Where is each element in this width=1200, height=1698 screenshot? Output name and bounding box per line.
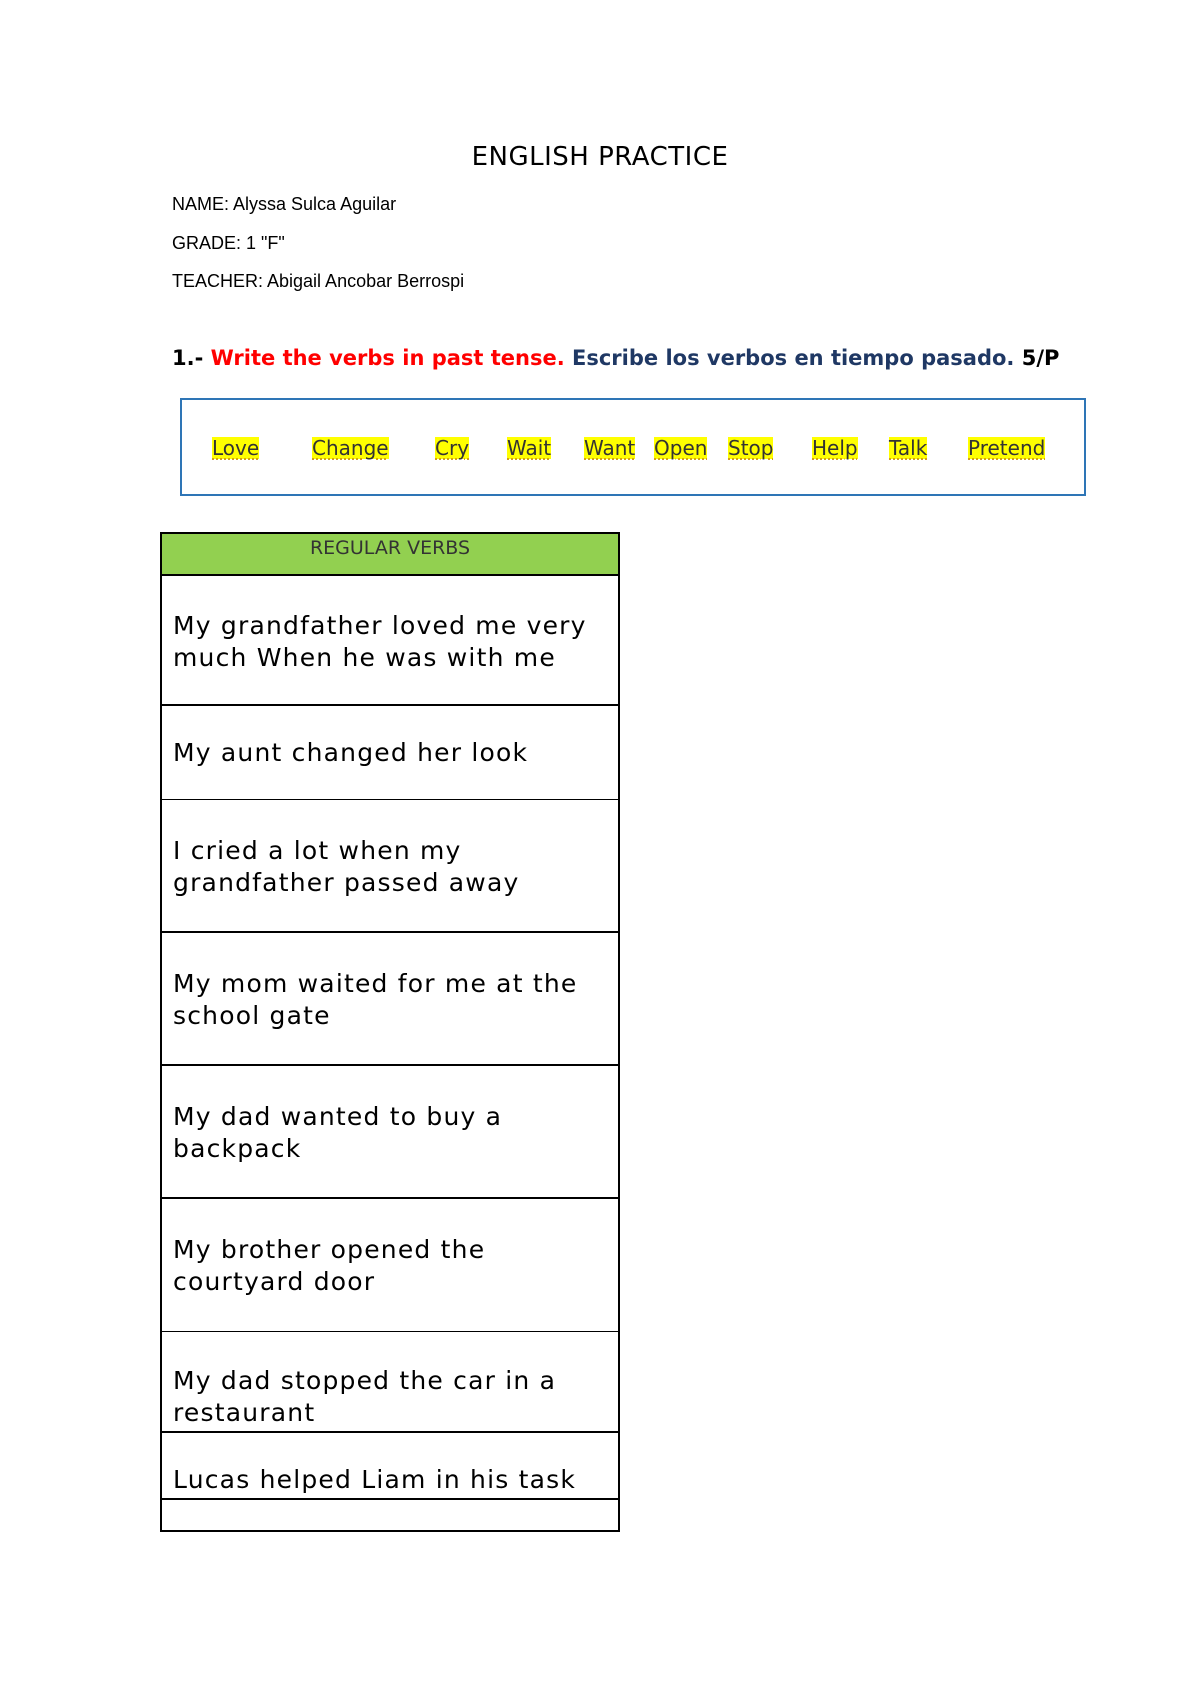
verb-open: Open [654, 436, 708, 460]
verb-pretend: Pretend [968, 436, 1046, 460]
row-sentence: My aunt changed her look [173, 738, 529, 767]
table-row [162, 1066, 618, 1199]
table-row [162, 1332, 618, 1433]
row-sentence: My brother opened the courtyard door [173, 1235, 486, 1296]
verb-talk: Talk [889, 436, 928, 460]
verb-love: Love [212, 436, 260, 460]
verb-wait: Wait [507, 436, 552, 460]
row-sentence: I cried a lot when my grandfather passed away [173, 836, 520, 897]
row-sentence: Lucas helped Liam in his task [173, 1465, 577, 1494]
verb-cry: Cry [435, 436, 470, 460]
exercise-number: 1.- [172, 346, 204, 370]
row-sentence: My dad wanted to buy a backpack [173, 1102, 503, 1163]
page-title: ENGLISH PRACTICE [471, 142, 729, 172]
row-sentence: My mom waited for me at the school gate [173, 969, 578, 1030]
table-row [162, 933, 618, 1066]
table-header: REGULAR VERBS [162, 534, 618, 576]
regular-verbs-table [160, 532, 620, 1532]
table-row [162, 1199, 618, 1332]
verb-stop: Stop [728, 436, 774, 460]
verb-want: Want [584, 436, 636, 460]
verb-help: Help [812, 436, 858, 460]
student-grade: GRADE: 1 "F" [172, 233, 285, 253]
row-sentence: My dad stopped the car in a restaurant [173, 1366, 557, 1427]
exercise-instruction [172, 346, 1059, 370]
table-row [162, 706, 618, 800]
instruction-english: Write the verbs in past tense. [210, 346, 565, 370]
table-row [162, 1433, 618, 1500]
table-row [162, 800, 618, 933]
row-sentence: My grandfather loved me very much When he was with me [173, 611, 587, 672]
student-name: NAME: Alyssa Sulca Aguilar [172, 194, 397, 214]
table-row-empty [162, 1500, 618, 1532]
teacher-name: TEACHER: Abigail Ancobar Berrospi [172, 271, 465, 291]
table-row [162, 574, 618, 706]
instruction-spanish: Escribe los verbos en tiempo pasado. [572, 346, 1015, 370]
verb-change: Change [312, 436, 389, 460]
verb-bank [180, 398, 1086, 496]
exercise-points: 5/P [1021, 346, 1060, 370]
